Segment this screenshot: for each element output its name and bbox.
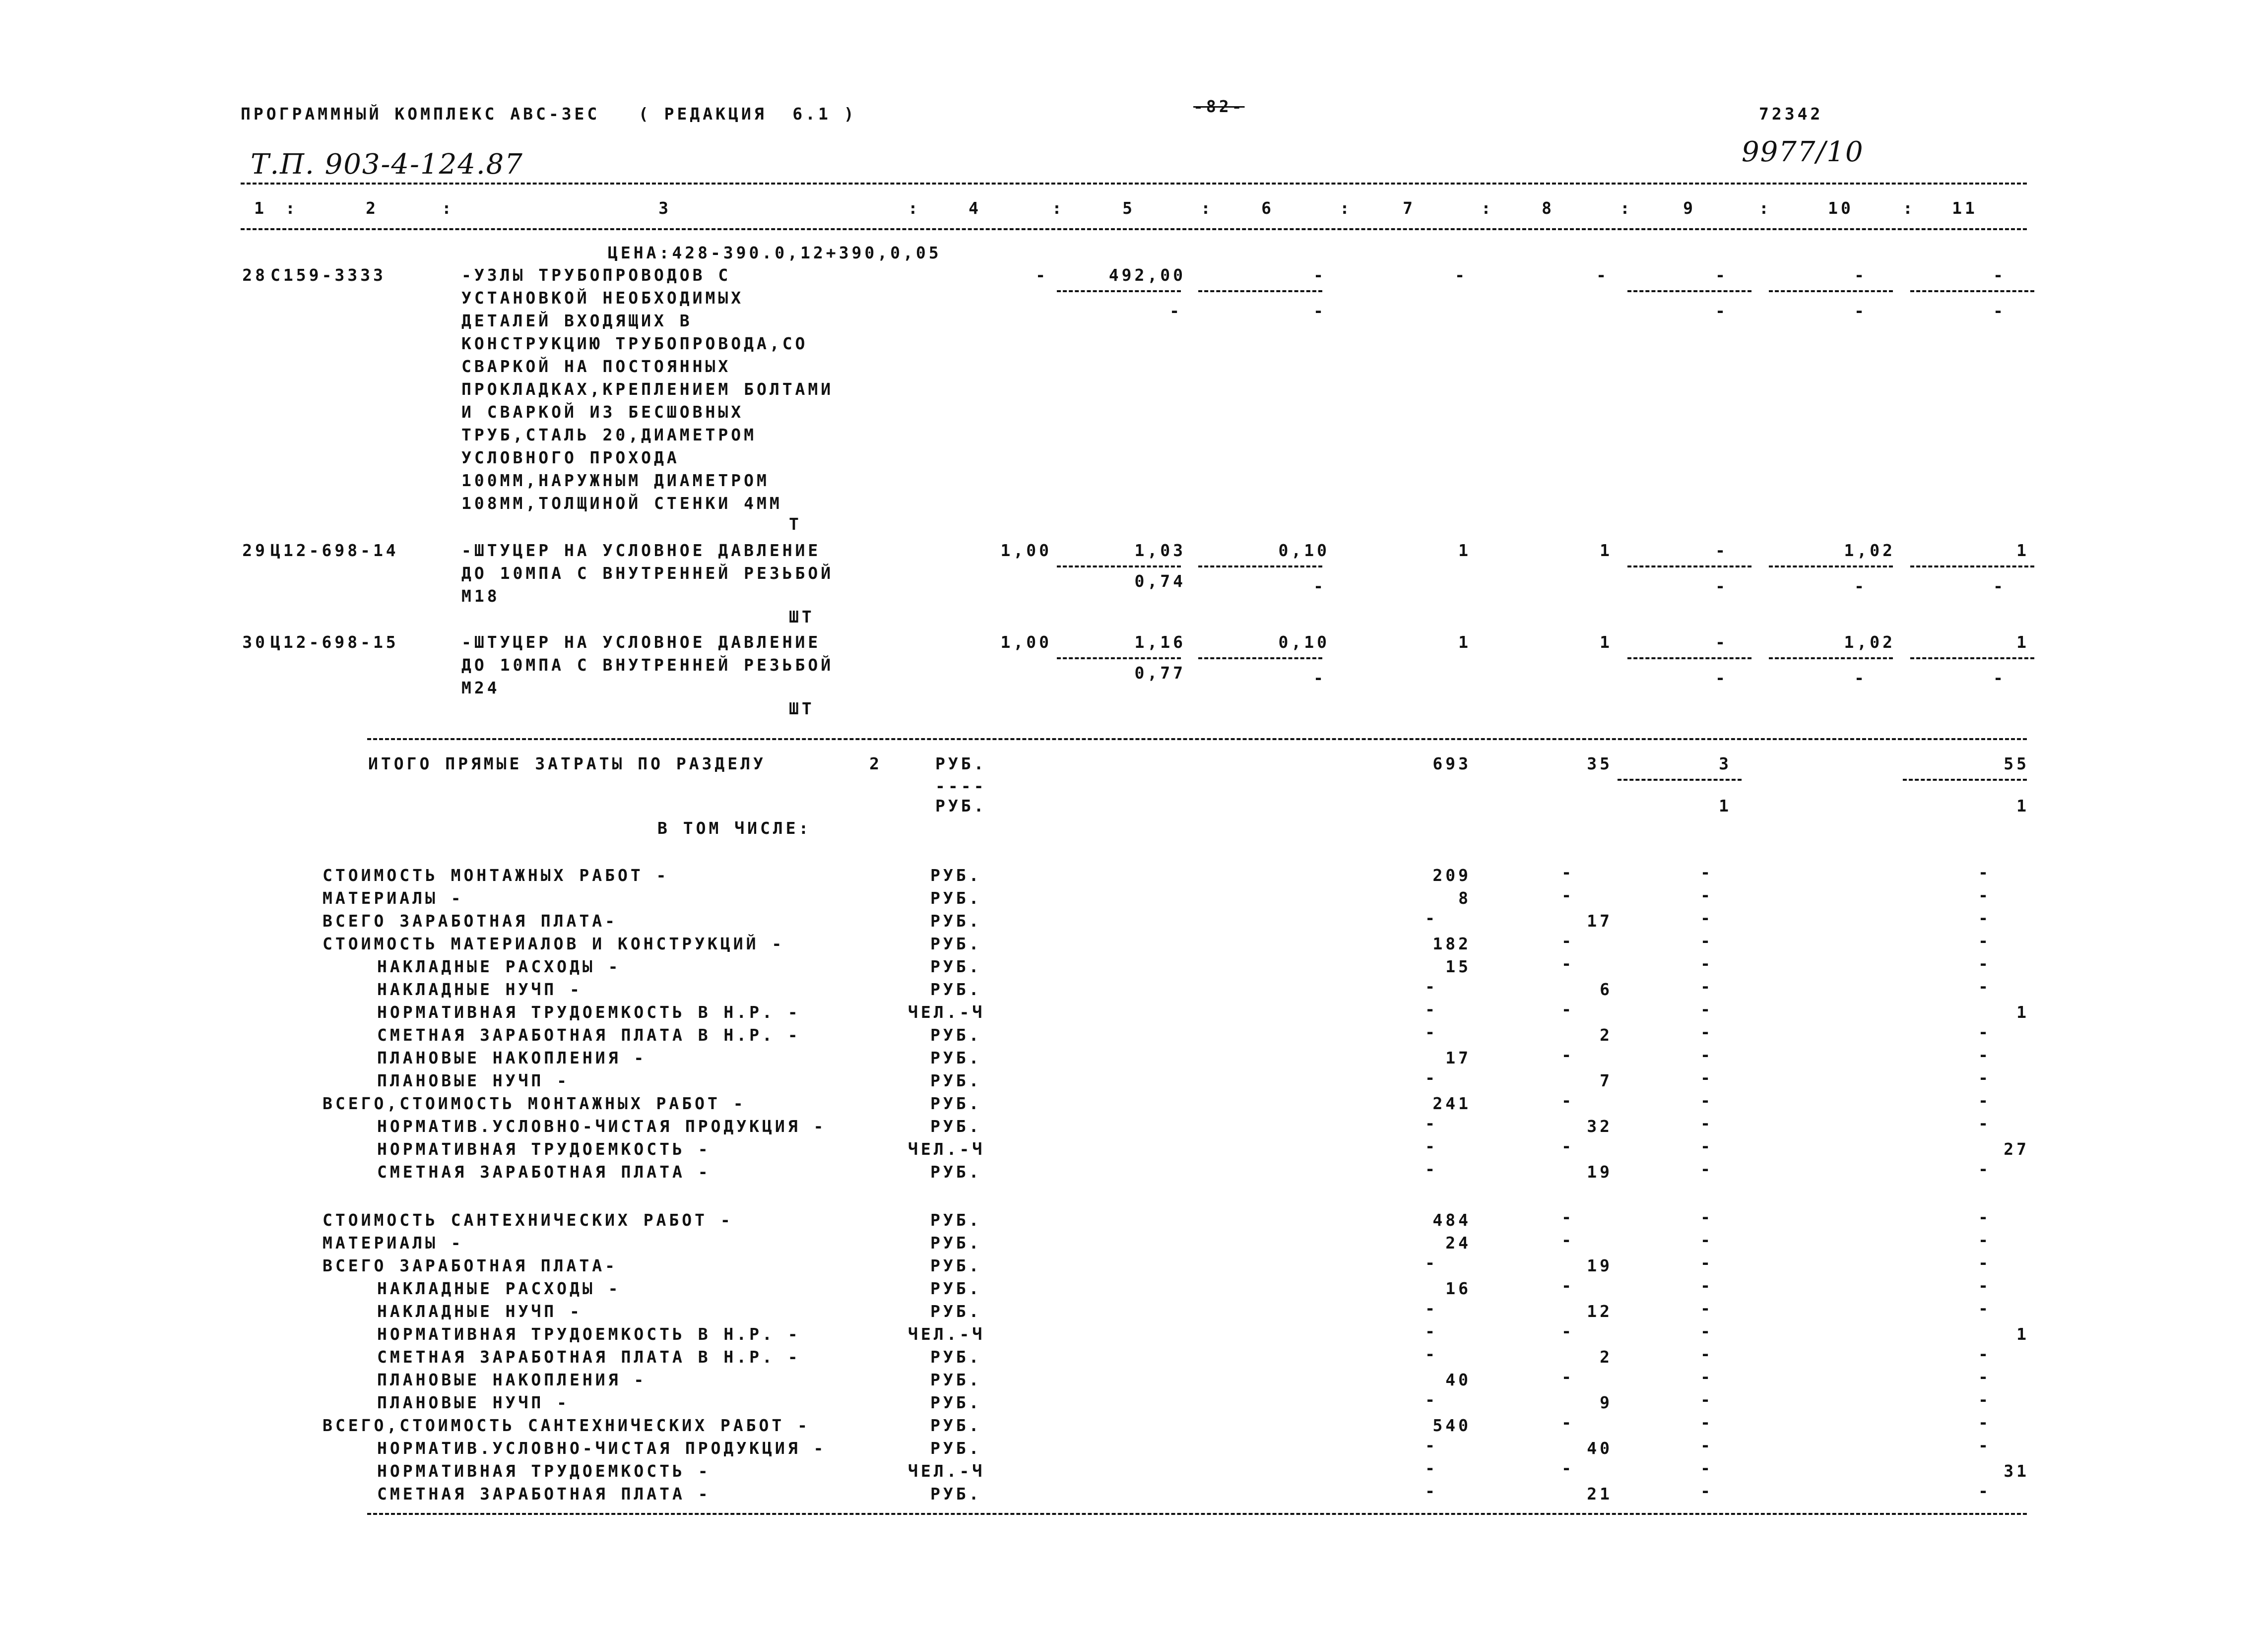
breakdown-value-c11: - (1978, 1253, 1991, 1272)
breakdown-value-c9: - (1700, 1114, 1713, 1133)
breakdown-value-c7: 484 (1432, 1210, 1471, 1230)
column-separator: : (442, 198, 454, 218)
breakdown-label: СМЕТНАЯ ЗАРАБОТНАЯ ПЛАТА - (377, 1484, 711, 1504)
position-number: 30 (242, 632, 268, 652)
breakdown-value-c11: - (1978, 931, 1991, 950)
position-value-c6: - (1313, 576, 1326, 596)
position-description-line: -ШТУЦЕР НА УСЛОВНОЕ ДАВЛЕНИЕ (461, 541, 821, 560)
breakdown-unit: РУБ. (930, 980, 982, 999)
value-separator (1057, 657, 1181, 659)
position-value-c10: - (1854, 576, 1867, 596)
breakdown-value-c11: - (1978, 863, 1991, 882)
program-title: ПРОГРАММНЫЙ КОМПЛЕКС АВС-3ЕС ( РЕДАКЦИЯ 6.1 ) (241, 104, 857, 124)
breakdown-value-c11: - (1978, 1068, 1991, 1087)
breakdown-unit: РУБ. (930, 1256, 982, 1275)
totals-unit: РУБ. (935, 796, 987, 815)
breakdown-value-c8: - (1561, 1458, 1574, 1478)
column-header-8: 8 (1542, 198, 1555, 218)
position-value-c9: - (1715, 541, 1728, 560)
position-value-c11: - (1993, 668, 2006, 688)
breakdown-label: ПЛАНОВЫЕ НАКОПЛЕНИЯ - (377, 1370, 647, 1389)
value-separator (1769, 657, 1893, 659)
totals-rule (367, 738, 2027, 740)
breakdown-value-c11: - (1978, 1022, 1991, 1042)
column-header-5: 5 (1122, 198, 1135, 218)
breakdown-value-c9: - (1700, 1091, 1713, 1110)
breakdown-value-c9: - (1700, 954, 1713, 973)
position-value-c11: 1 (2016, 541, 2029, 560)
breakdown-unit: РУБ. (930, 1439, 982, 1458)
position-value-c8: 1 (1600, 541, 1613, 560)
breakdown-value-c7: 209 (1432, 866, 1471, 885)
totals-value-c11: 1 (2016, 796, 2029, 815)
position-unit: ШТ (789, 699, 815, 718)
column-separator: : (1052, 198, 1065, 218)
breakdown-value-c7: - (1425, 1344, 1438, 1364)
column-separator: : (1340, 198, 1353, 218)
breakdown-value-c7: - (1425, 1136, 1438, 1156)
position-value-c6: - (1313, 265, 1326, 285)
breakdown-value-c9: - (1700, 908, 1713, 928)
breakdown-value-c9: - (1700, 1390, 1713, 1409)
position-value-c6: 0,10 (1278, 541, 1330, 560)
breakdown-value-c8: - (1561, 1091, 1574, 1110)
breakdown-label: НОРМАТИВНАЯ ТРУДОЕМКОСТЬ В Н.Р. - (377, 1002, 801, 1022)
breakdown-label: СТОИМОСТЬ САНТЕХНИЧЕСКИХ РАБОТ - (323, 1210, 733, 1230)
breakdown-value-c8: - (1561, 931, 1574, 950)
position-number: 29 (242, 541, 268, 560)
breakdown-value-c9: - (1700, 1276, 1713, 1295)
breakdown-value-c11: 1 (2016, 1002, 2029, 1022)
breakdown-value-c9: - (1700, 1022, 1713, 1042)
breakdown-value-c8: 21 (1587, 1484, 1613, 1504)
breakdown-value-c8: - (1561, 1045, 1574, 1065)
totals-value-c11: 55 (2004, 754, 2029, 773)
breakdown-label: НАКЛАДНЫЕ НУЧП - (377, 980, 583, 999)
column-header-11: 11 (1952, 198, 1978, 218)
breakdown-label: ВСЕГО ЗАРАБОТНАЯ ПЛАТА- (323, 1256, 618, 1275)
breakdown-value-c7: - (1425, 1000, 1438, 1019)
position-value-c10: - (1854, 668, 1867, 688)
column-header-1: 1 (254, 198, 267, 218)
breakdown-value-c11: - (1978, 1114, 1991, 1133)
position-description-line: -ШТУЦЕР НА УСЛОВНОЕ ДАВЛЕНИЕ (461, 632, 821, 652)
breakdown-value-c7: - (1425, 1390, 1438, 1409)
breakdown-value-c11: - (1978, 1390, 1991, 1409)
column-separator: : (1759, 198, 1772, 218)
value-separator (1627, 657, 1751, 659)
breakdown-value-c7: - (1425, 1253, 1438, 1272)
position-value-c7: 1 (1458, 541, 1471, 560)
breakdown-value-c8: 2 (1600, 1025, 1613, 1045)
breakdown-value-c11: - (1978, 1091, 1991, 1110)
position-value-c11: - (1993, 301, 2006, 320)
value-separator (1627, 565, 1751, 567)
breakdown-label: ВСЕГО,СТОИМОСТЬ САНТЕХНИЧЕСКИХ РАБОТ - (323, 1416, 810, 1435)
breakdown-value-c11: - (1978, 1481, 1991, 1501)
breakdown-value-c7: - (1425, 1321, 1438, 1341)
breakdown-value-c7: 40 (1445, 1370, 1471, 1389)
breakdown-value-c9: - (1700, 885, 1713, 905)
position-unit: ШТ (789, 607, 815, 627)
column-header-3: 3 (658, 198, 671, 218)
breakdown-label: НОРМАТИВ.УСЛОВНО-ЧИСТАЯ ПРОДУКЦИЯ - (377, 1117, 827, 1136)
breakdown-unit: РУБ. (930, 1048, 982, 1067)
breakdown-unit: РУБ. (930, 866, 982, 885)
breakdown-value-c9: - (1700, 1136, 1713, 1156)
bottom-rule (367, 1513, 2027, 1515)
breakdown-value-c9: - (1700, 1413, 1713, 1432)
position-code: Ц12-698-14 (270, 541, 399, 560)
position-value-c11: - (1993, 265, 2006, 285)
breakdown-value-c11: 27 (2004, 1139, 2029, 1159)
breakdown-value-c8: - (1561, 954, 1574, 973)
breakdown-value-c8: 17 (1587, 911, 1613, 931)
breakdown-value-c8: - (1561, 1367, 1574, 1386)
position-value-c8: - (1596, 265, 1609, 285)
position-value-c6: - (1313, 668, 1326, 688)
breakdown-label: МАТЕРИАЛЫ - (323, 888, 464, 908)
breakdown-label: ВСЕГО,СТОИМОСТЬ МОНТАЖНЫХ РАБОТ - (323, 1094, 746, 1113)
column-separator: : (1201, 198, 1214, 218)
breakdown-label: НОРМАТИВНАЯ ТРУДОЕМКОСТЬ В Н.Р. - (377, 1324, 801, 1344)
breakdown-value-c8: - (1561, 1413, 1574, 1432)
breakdown-value-c7: - (1425, 1114, 1438, 1133)
position-value-c11: - (1993, 576, 2006, 596)
breakdown-value-c11: - (1978, 908, 1991, 928)
value-separator (1057, 565, 1181, 567)
position-value-c7: 1 (1458, 632, 1471, 652)
position-description-line: ДО 10МПА С ВНУТРЕННЕЙ РЕЗЬБОЙ (461, 655, 834, 675)
position-value-c4: - (1036, 265, 1048, 285)
position-description-line: ДО 10МПА С ВНУТРЕННЕЙ РЕЗЬБОЙ (461, 564, 834, 583)
totals-value-c9: 3 (1719, 754, 1732, 773)
breakdown-value-c9: - (1700, 1159, 1713, 1179)
position-description-line: ТРУБ,СТАЛЬ 20,ДИАМЕТРОМ (461, 425, 757, 444)
breakdown-unit: РУБ. (930, 1117, 982, 1136)
breakdown-unit: РУБ. (930, 1279, 982, 1298)
breakdown-value-c7: 16 (1445, 1279, 1471, 1298)
breakdown-label: ПЛАНОВЫЕ НУЧП - (377, 1071, 570, 1090)
breakdown-value-c8: 9 (1600, 1393, 1613, 1412)
breakdown-value-c9: - (1700, 1436, 1713, 1455)
breakdown-unit: РУБ. (930, 911, 982, 931)
breakdown-value-c7: 8 (1458, 888, 1471, 908)
breakdown-value-c11: - (1978, 1299, 1991, 1318)
value-separator (1910, 290, 2034, 292)
breakdown-unit: РУБ. (930, 1370, 982, 1389)
position-description-line: ПРОКЛАДКАХ,КРЕПЛЕНИЕМ БОЛТАМИ (461, 379, 834, 399)
breakdown-value-c8: 19 (1587, 1256, 1613, 1275)
breakdown-label: НОРМАТИВНАЯ ТРУДОЕМКОСТЬ - (377, 1139, 711, 1159)
totals-separator (1618, 779, 1742, 781)
position-value-c9: - (1715, 576, 1728, 596)
position-description-line: УСТАНОВКОЙ НЕОБХОДИМЫХ (461, 288, 744, 308)
position-value-c5: 0,74 (1134, 571, 1186, 591)
totals-unit-separator: ---- (935, 776, 987, 796)
value-separator (1769, 565, 1893, 567)
breakdown-unit: РУБ. (930, 1162, 982, 1182)
breakdown-label: МАТЕРИАЛЫ - (323, 1233, 464, 1253)
breakdown-unit: РУБ. (930, 1416, 982, 1435)
doc-code: 72342 (1759, 104, 1823, 124)
value-separator (1769, 290, 1893, 292)
position-value-c9: - (1715, 301, 1728, 320)
value-separator (1627, 290, 1751, 292)
breakdown-value-c11: - (1978, 1230, 1991, 1250)
breakdown-value-c7: - (1425, 1022, 1438, 1042)
breakdown-label: НОРМАТИВНАЯ ТРУДОЕМКОСТЬ - (377, 1461, 711, 1481)
breakdown-label: СТОИМОСТЬ МАТЕРИАЛОВ И КОНСТРУКЦИЙ - (323, 934, 785, 953)
breakdown-label: СМЕТНАЯ ЗАРАБОТНАЯ ПЛАТА В Н.Р. - (377, 1347, 801, 1367)
breakdown-value-c9: - (1700, 931, 1713, 950)
position-value-c5: 1,16 (1134, 632, 1186, 652)
breakdown-value-c7: - (1425, 1436, 1438, 1455)
position-value-c9: - (1715, 632, 1728, 652)
totals-separator (1903, 779, 2027, 781)
breakdown-unit: РУБ. (930, 1210, 982, 1230)
breakdown-value-c8: 19 (1587, 1162, 1613, 1182)
breakdown-value-c8: 7 (1600, 1071, 1613, 1090)
breakdown-value-c9: - (1700, 977, 1713, 996)
breakdown-value-c7: 241 (1432, 1094, 1471, 1113)
breakdown-value-c11: - (1978, 954, 1991, 973)
breakdown-value-c11: - (1978, 1276, 1991, 1295)
breakdown-label: НАКЛАДНЫЕ РАСХОДЫ - (377, 1279, 621, 1298)
breakdown-unit: РУБ. (930, 1025, 982, 1045)
breakdown-value-c7: - (1425, 908, 1438, 928)
value-separator (1198, 290, 1322, 292)
position-value-c8: 1 (1600, 632, 1613, 652)
breakdown-value-c8: - (1561, 1207, 1574, 1227)
breakdown-value-c11: 1 (2016, 1324, 2029, 1344)
column-separator: : (1903, 198, 1916, 218)
value-separator (1198, 565, 1322, 567)
breakdown-value-c8: 40 (1587, 1439, 1613, 1458)
column-separator: : (908, 198, 921, 218)
breakdown-value-c7: 540 (1432, 1416, 1471, 1435)
position-value-c9: - (1715, 265, 1728, 285)
breakdown-value-c7: - (1425, 1458, 1438, 1478)
totals-value-c8: 35 (1587, 754, 1613, 773)
breakdown-value-c9: - (1700, 1299, 1713, 1318)
breakdown-value-c11: - (1978, 1159, 1991, 1179)
breakdown-value-c11: - (1978, 1207, 1991, 1227)
position-value-c10: 1,02 (1844, 632, 1895, 652)
position-value-c4: 1,00 (1000, 632, 1052, 652)
breakdown-value-c7: 15 (1445, 957, 1471, 976)
breakdown-value-c9: - (1700, 863, 1713, 882)
breakdown-value-c7: - (1425, 977, 1438, 996)
value-separator (1910, 565, 2034, 567)
breakdown-unit: РУБ. (930, 1347, 982, 1367)
position-value-c4: 1,00 (1000, 541, 1052, 560)
breakdown-value-c9: - (1700, 1000, 1713, 1019)
breakdown-value-c8: - (1561, 1321, 1574, 1341)
breakdown-value-c9: - (1700, 1207, 1713, 1227)
breakdown-label: СМЕТНАЯ ЗАРАБОТНАЯ ПЛАТА - (377, 1162, 711, 1182)
archive-stamp: 9977/10 (1742, 136, 1864, 168)
totals-value-c7: 693 (1432, 754, 1471, 773)
position-value-c5: 1,03 (1134, 541, 1186, 560)
position-unit: Т (789, 514, 802, 534)
column-header-7: 7 (1403, 198, 1416, 218)
price-formula: ЦЕНА:428-390.0,12+390,0,05 (608, 243, 942, 262)
breakdown-value-c11: - (1978, 977, 1991, 996)
breakdown-value-c8: - (1561, 1136, 1574, 1156)
column-header-2: 2 (366, 198, 379, 218)
column-header-10: 10 (1828, 198, 1854, 218)
breakdown-value-c11: - (1978, 1045, 1991, 1065)
breakdown-unit: ЧЕЛ.-Ч (908, 1002, 985, 1022)
column-header-6: 6 (1261, 198, 1274, 218)
position-value-c11: 1 (2016, 632, 2029, 652)
breakdown-value-c7: 24 (1445, 1233, 1471, 1253)
position-value-c6: - (1313, 301, 1326, 320)
position-description-line: И СВАРКОЙ ИЗ БЕСШОВНЫХ (461, 402, 744, 422)
position-description-line: 108ММ,ТОЛЩИНОЙ СТЕНКИ 4ММ (461, 494, 782, 513)
breakdown-value-c9: - (1700, 1458, 1713, 1478)
breakdown-unit: ЧЕЛ.-Ч (908, 1324, 985, 1344)
breakdown-value-c11: - (1978, 1436, 1991, 1455)
breakdown-value-c8: - (1561, 1000, 1574, 1019)
breakdown-unit: РУБ. (930, 888, 982, 908)
totals-unit: РУБ. (935, 754, 987, 773)
breakdown-value-c7: 17 (1445, 1048, 1471, 1067)
position-description-line: КОНСТРУКЦИЮ ТРУБОПРОВОДА,СО (461, 334, 808, 353)
value-separator (1057, 290, 1181, 292)
breakdown-value-c9: - (1700, 1481, 1713, 1501)
breakdown-value-c9: - (1700, 1253, 1713, 1272)
position-code: Ц12-698-15 (270, 632, 399, 652)
breakdown-value-c8: 32 (1587, 1117, 1613, 1136)
position-description-line: УСЛОВНОГО ПРОХОДА (461, 448, 680, 467)
breakdown-label: СМЕТНАЯ ЗАРАБОТНАЯ ПЛАТА В Н.Р. - (377, 1025, 801, 1045)
position-value-c10: - (1854, 301, 1867, 320)
position-description-line: -УЗЛЫ ТРУБОПРОВОДОВ С (461, 265, 731, 285)
breakdown-label: СТОИМОСТЬ МОНТАЖНЫХ РАБОТ - (323, 866, 669, 885)
breakdown-value-c8: 12 (1587, 1302, 1613, 1321)
value-separator (1910, 657, 2034, 659)
breakdown-value-c9: - (1700, 1344, 1713, 1364)
totals-value-c9: 1 (1719, 796, 1732, 815)
breakdown-unit: ЧЕЛ.-Ч (908, 1461, 985, 1481)
page-number: -82- (1193, 97, 1245, 116)
breakdown-value-c11: - (1978, 1367, 1991, 1386)
breakdown-value-c11: - (1978, 1344, 1991, 1364)
breakdown-value-c8: 6 (1600, 980, 1613, 999)
breakdown-value-c7: - (1425, 1299, 1438, 1318)
breakdown-value-c8: - (1561, 1230, 1574, 1250)
breakdown-value-c8: - (1561, 885, 1574, 905)
column-header-4: 4 (969, 198, 981, 218)
project-code: Т.П. 903-4-124.87 (251, 148, 523, 181)
column-separator: : (1481, 198, 1494, 218)
breakdown-value-c7: - (1425, 1068, 1438, 1087)
position-value-c5: - (1169, 301, 1182, 320)
totals-label: ИТОГО ПРЯМЫЕ ЗАТРАТЫ ПО РАЗДЕЛУ (368, 754, 766, 773)
breakdown-value-c7: 182 (1432, 934, 1471, 953)
breakdown-value-c7: - (1425, 1159, 1438, 1179)
breakdown-unit: РУБ. (930, 957, 982, 976)
breakdown-value-c9: - (1700, 1230, 1713, 1250)
breakdown-label: НАКЛАДНЫЕ РАСХОДЫ - (377, 957, 621, 976)
breakdown-unit: РУБ. (930, 1071, 982, 1090)
position-value-c7: - (1455, 265, 1468, 285)
position-value-c10: 1,02 (1844, 541, 1895, 560)
breakdown-value-c9: - (1700, 1068, 1713, 1087)
position-description-line: ДЕТАЛЕЙ ВХОДЯЩИХ В (461, 311, 693, 330)
totals-section: 2 (869, 754, 882, 773)
breakdown-unit: РУБ. (930, 934, 982, 953)
breakdown-unit: РУБ. (930, 1393, 982, 1412)
position-value-c6: 0,10 (1278, 632, 1330, 652)
column-separator: : (285, 198, 298, 218)
breakdown-unit: РУБ. (930, 1302, 982, 1321)
column-separator: : (1620, 198, 1633, 218)
position-description-line: М24 (461, 678, 500, 697)
breakdown-unit: РУБ. (930, 1484, 982, 1504)
breakdown-value-c7: - (1425, 1481, 1438, 1501)
top-rule (241, 183, 2027, 185)
position-description-line: 100ММ,НАРУЖНЫМ ДИАМЕТРОМ (461, 471, 770, 490)
column-header-9: 9 (1683, 198, 1696, 218)
position-value-c5: 492,00 (1108, 265, 1186, 285)
position-description-line: М18 (461, 586, 500, 606)
breakdown-label: НОРМАТИВ.УСЛОВНО-ЧИСТАЯ ПРОДУКЦИЯ - (377, 1439, 827, 1458)
breakdown-value-c8: 2 (1600, 1347, 1613, 1367)
breakdown-value-c9: - (1700, 1321, 1713, 1341)
position-value-c5: 0,77 (1134, 663, 1186, 683)
including-heading: В ТОМ ЧИСЛЕ: (657, 818, 812, 838)
breakdown-value-c8: - (1561, 1276, 1574, 1295)
breakdown-label: ПЛАНОВЫЕ НАКОПЛЕНИЯ - (377, 1048, 647, 1067)
breakdown-value-c11: - (1978, 885, 1991, 905)
position-value-c9: - (1715, 668, 1728, 688)
breakdown-label: ВСЕГО ЗАРАБОТНАЯ ПЛАТА- (323, 911, 618, 931)
breakdown-value-c9: - (1700, 1367, 1713, 1386)
breakdown-value-c8: - (1561, 863, 1574, 882)
breakdown-value-c11: - (1978, 1413, 1991, 1432)
breakdown-unit: ЧЕЛ.-Ч (908, 1139, 985, 1159)
position-code: С159-3333 (270, 265, 386, 285)
breakdown-value-c9: - (1700, 1045, 1713, 1065)
breakdown-label: ПЛАНОВЫЕ НУЧП - (377, 1393, 570, 1412)
breakdown-value-c11: 31 (2004, 1461, 2029, 1481)
breakdown-label: НАКЛАДНЫЕ НУЧП - (377, 1302, 583, 1321)
position-description-line: СВАРКОЙ НА ПОСТОЯННЫХ (461, 357, 731, 376)
header-rule (241, 228, 2027, 230)
breakdown-unit: РУБ. (930, 1233, 982, 1253)
position-number: 28 (242, 265, 268, 285)
value-separator (1198, 657, 1322, 659)
position-value-c10: - (1854, 265, 1867, 285)
breakdown-unit: РУБ. (930, 1094, 982, 1113)
